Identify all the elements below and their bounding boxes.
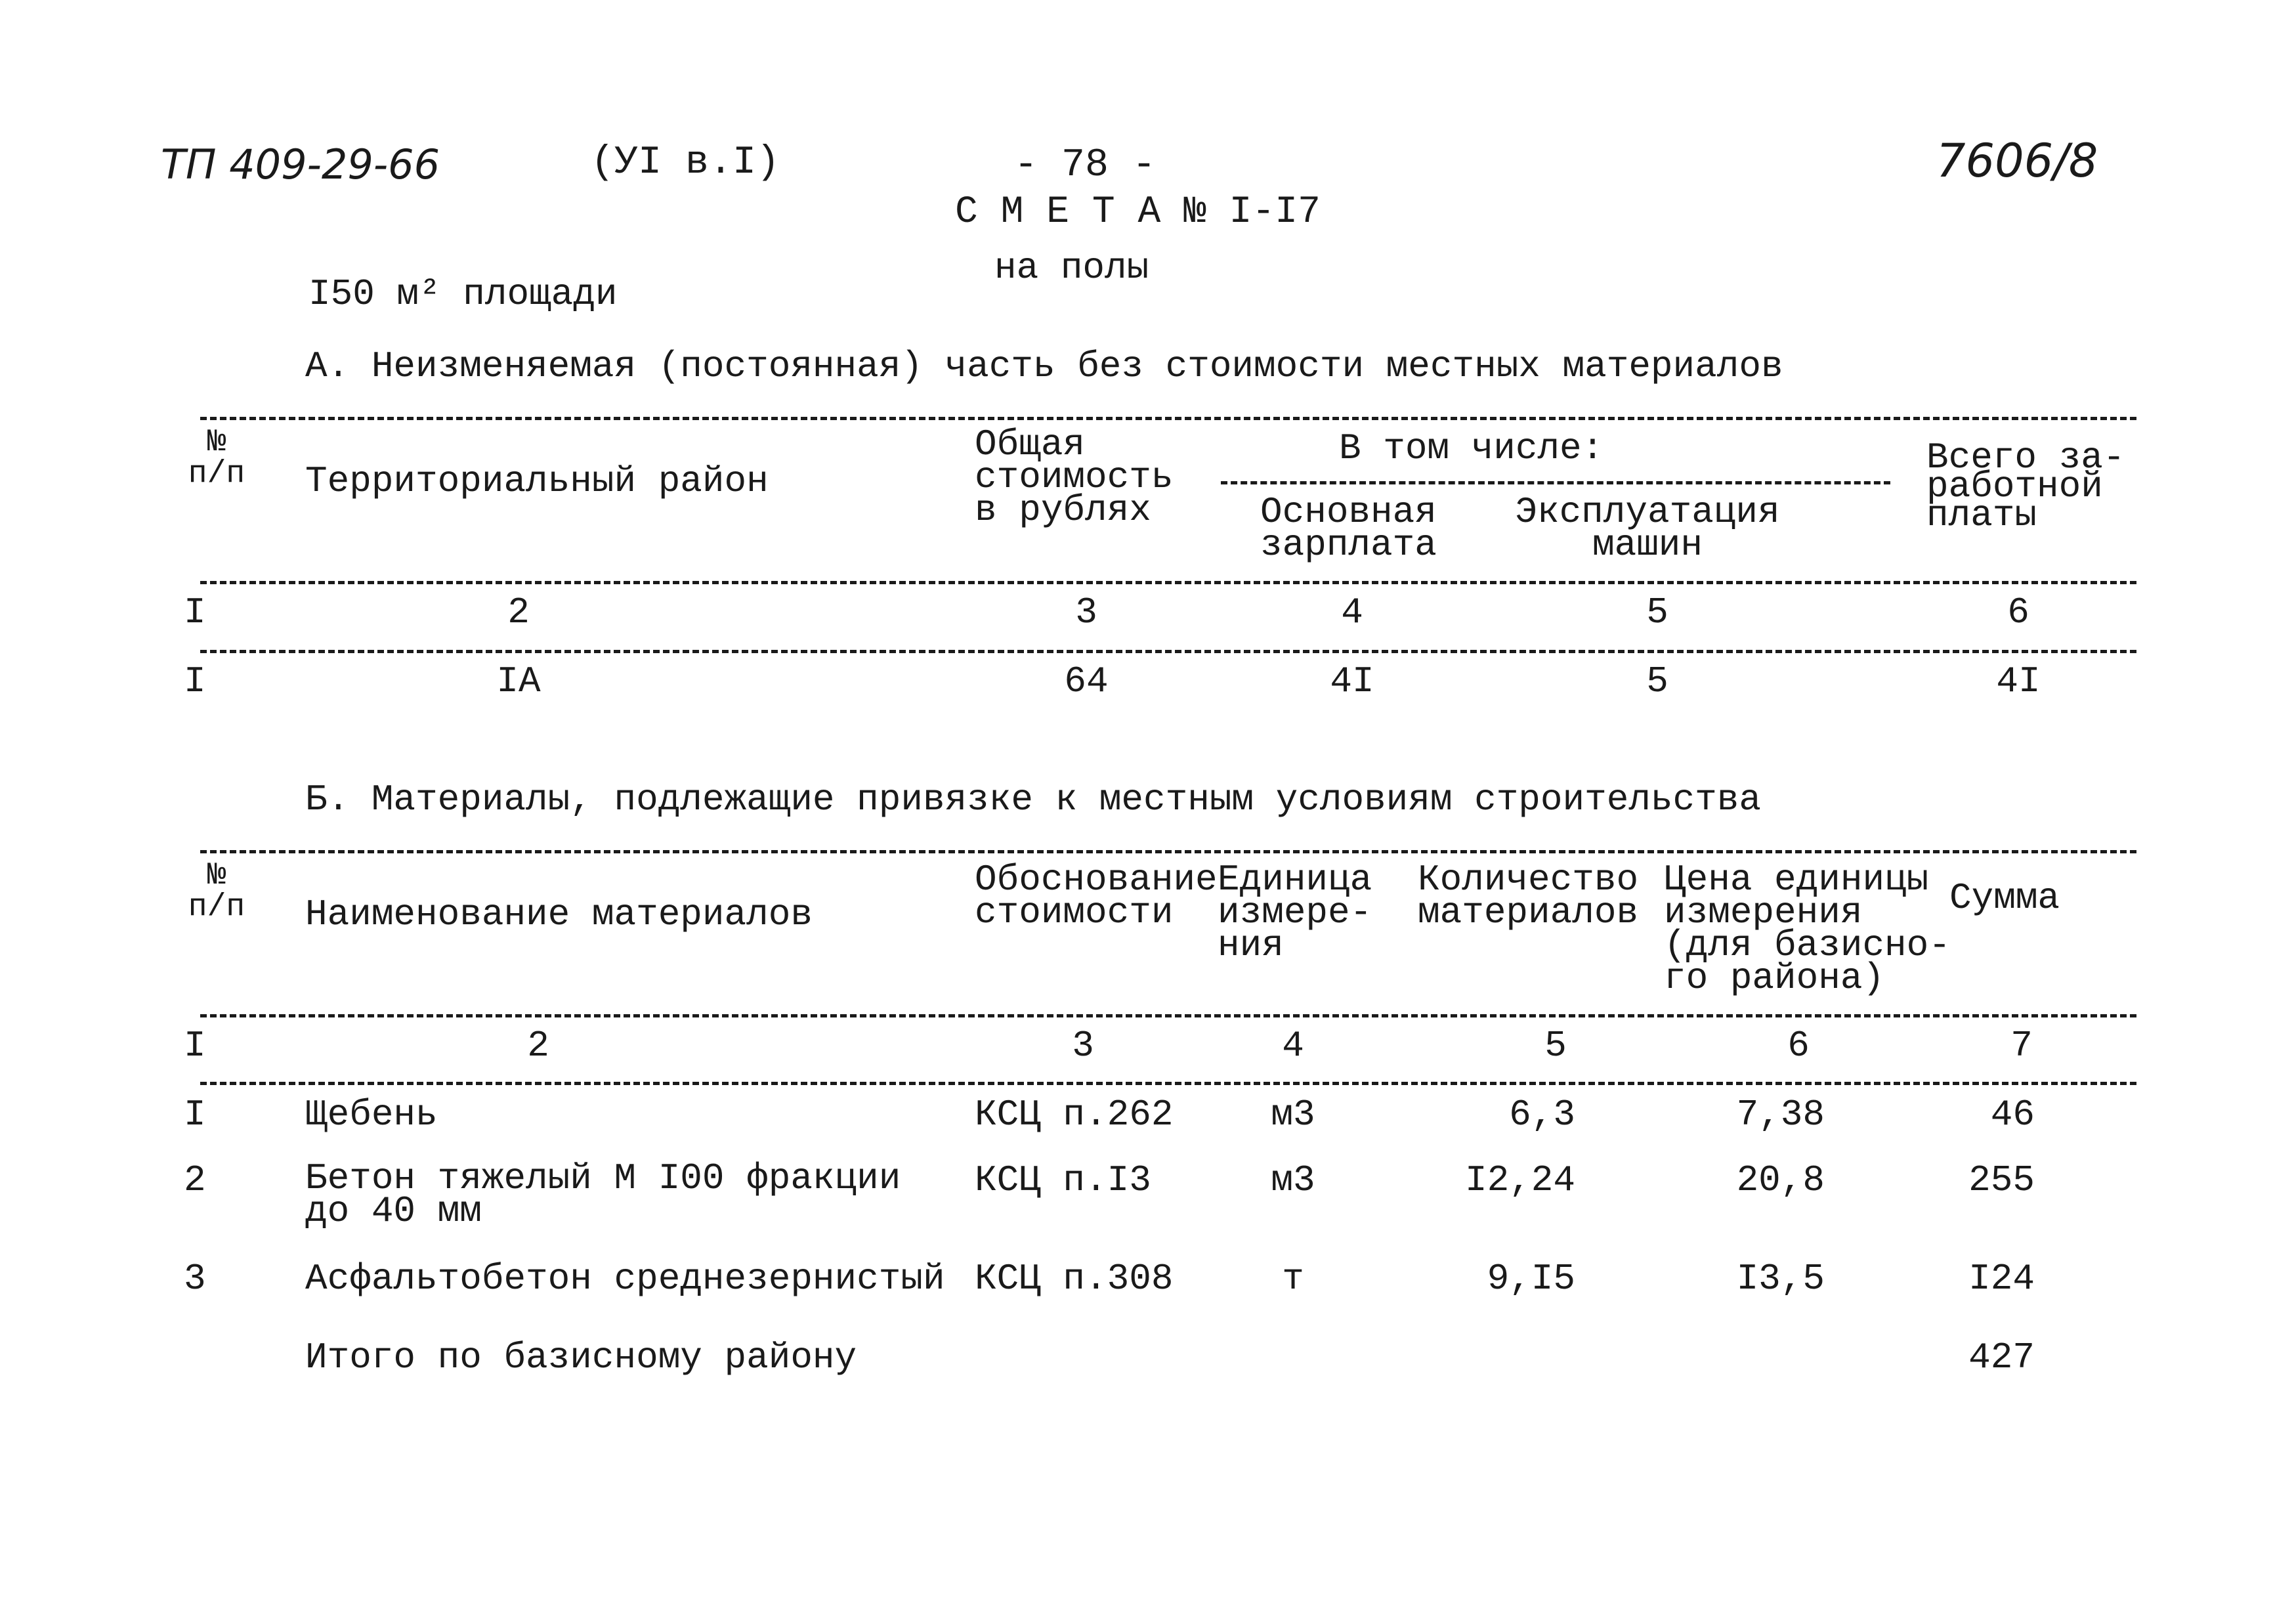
- table-a-header-num: № п/п: [188, 425, 245, 492]
- table-b-cell-price: 7,38: [1736, 1094, 1825, 1136]
- table-b-header-unit: Единица измере- ния: [1218, 859, 1372, 966]
- table-b-cell-basis: КСЦ п.262: [975, 1094, 1174, 1136]
- table-b-cell-qty: 6,3: [1509, 1094, 1575, 1136]
- table-b-header-basis: Обоснование стоимости: [975, 859, 1218, 933]
- page-number: - 78 -: [1014, 143, 1157, 188]
- table-a-colnum-2: 2: [507, 591, 530, 633]
- table-b-cell-num: I: [184, 1094, 206, 1136]
- table-b-cell-basis: КСЦ п.I3: [975, 1159, 1151, 1201]
- table-b-top-rule: [200, 850, 2136, 853]
- table-a-colnum-1: I: [184, 591, 206, 633]
- table-b-cell-sum: 255: [1968, 1159, 2035, 1201]
- table-a-cell-region: IA: [496, 660, 541, 702]
- estimate-title: С М Е Т А № I-I7: [955, 191, 1321, 234]
- table-a-cell-machines: 5: [1646, 660, 1668, 702]
- table-b-header-sum: Сумма: [1949, 877, 2060, 919]
- volume-label: (УI в.I): [591, 140, 780, 185]
- table-b-cell-basis: КСЦ п.308: [975, 1258, 1174, 1300]
- table-a-header-total-wage: Всего за- работной платы: [1926, 437, 2125, 536]
- estimate-subtitle: на полы: [994, 247, 1149, 289]
- table-b-colnum-1: I: [184, 1025, 206, 1067]
- table-a-cell-num: I: [184, 660, 206, 702]
- table-a-header-region: Территориальный район: [305, 460, 769, 502]
- table-a-cell-wage: 4I: [1330, 660, 1374, 702]
- table-a-colnum-5: 5: [1646, 591, 1668, 633]
- table-b-numbers-rule: [200, 1082, 2136, 1085]
- document-number: 7606/8: [1936, 134, 2098, 188]
- table-b-colnum-3: 3: [1072, 1025, 1094, 1067]
- table-b-cell-qty: I2,24: [1464, 1159, 1575, 1201]
- total-label: Итого по базисному району: [305, 1336, 857, 1378]
- table-b-cell-unit: т: [1282, 1258, 1304, 1300]
- table-a-header-wage: Основная зарплата: [1260, 491, 1437, 566]
- table-b-cell-name: Асфальтобетон среднезернистый: [305, 1258, 945, 1300]
- table-b-header-qty: Количество материалов: [1418, 859, 1639, 933]
- document-code: ТП 409-29-66: [161, 140, 440, 188]
- table-a-cell-total: 64: [1064, 660, 1109, 702]
- table-b-cell-name: Щебень: [305, 1094, 438, 1136]
- section-a-heading: А. Неизменяемая (постоянная) часть без стоимости местных материалов: [305, 345, 1783, 387]
- table-b-cell-num: 3: [184, 1258, 206, 1300]
- table-b-cell-price: 20,8: [1736, 1159, 1825, 1201]
- table-a-header-group: В том числе:: [1339, 427, 1604, 469]
- table-b-header-num: № п/п: [188, 858, 245, 925]
- table-b-cell-sum: I24: [1968, 1258, 2035, 1300]
- table-b-cell-price: I3,5: [1736, 1258, 1825, 1300]
- table-b-cell-unit: м3: [1271, 1159, 1315, 1201]
- table-b-cell-name: Бетон тяжелый М I00 фракции до 40 мм: [305, 1157, 901, 1232]
- table-a-colnum-3: 3: [1075, 591, 1097, 633]
- table-a-cell-total-wage: 4I: [1996, 660, 2041, 702]
- table-a-colnum-4: 4: [1341, 591, 1363, 633]
- table-a-colnum-6: 6: [2007, 591, 2029, 633]
- table-b-colnum-2: 2: [527, 1025, 549, 1067]
- table-b-header-rule: [200, 1014, 2136, 1017]
- table-b-colnum-7: 7: [2010, 1025, 2033, 1067]
- table-b-cell-qty: 9,I5: [1487, 1258, 1575, 1300]
- table-b-cell-sum: 46: [1990, 1094, 2035, 1136]
- table-a-group-rule: [1221, 481, 1890, 484]
- table-b-colnum-4: 4: [1282, 1025, 1304, 1067]
- table-b-header-price: Цена единицы измерения (для базисно- го района): [1664, 859, 1951, 999]
- table-b-colnum-6: 6: [1787, 1025, 1810, 1067]
- area-label: I50 м² площади: [308, 273, 618, 315]
- section-b-heading: Б. Материалы, подлежащие привязке к местным условиям строительства: [305, 779, 1761, 821]
- table-b-header-name: Наименование материалов: [305, 893, 813, 935]
- table-b-colnum-5: 5: [1544, 1025, 1567, 1067]
- table-a-header-rule: [200, 581, 2136, 584]
- table-a-header-total: Общая стоимость в рублях: [975, 423, 1174, 531]
- table-a-top-rule: [200, 417, 2136, 420]
- table-a-numbers-rule: [200, 650, 2136, 653]
- table-a-header-machines: Эксплуатация машин: [1515, 491, 1780, 566]
- table-b-cell-unit: м3: [1271, 1094, 1315, 1136]
- table-b-cell-num: 2: [184, 1159, 206, 1201]
- total-value: 427: [1968, 1336, 2035, 1378]
